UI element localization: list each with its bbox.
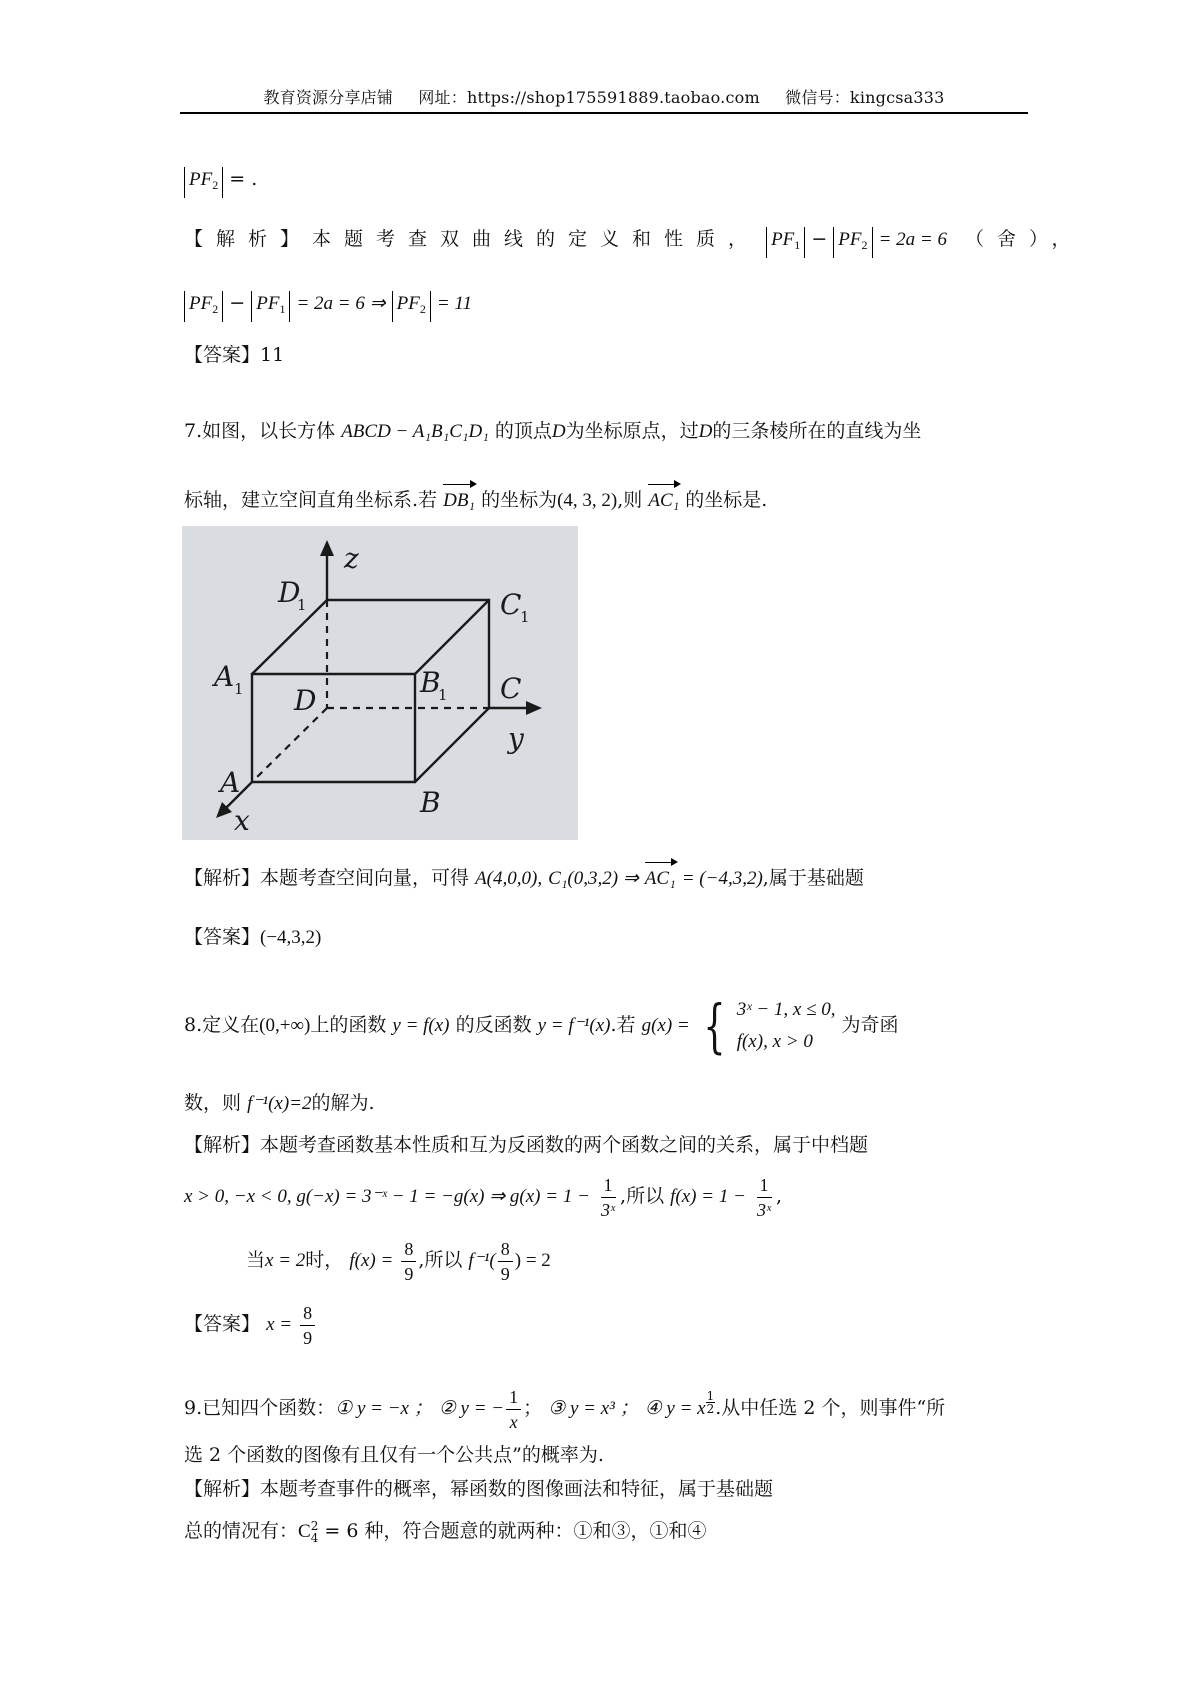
abs-pf2: $PF_2$ bbox=[184, 291, 223, 322]
q8-stem-b: 上的函数 bbox=[310, 1014, 387, 1036]
q7-solid-name: ABCD − A₁B₁C₁D₁ bbox=[341, 421, 489, 442]
q9-f2a: ② y = − bbox=[438, 1398, 505, 1419]
q7-analysis-tag: 【解析】 bbox=[184, 867, 261, 889]
q9-frac-1x bbox=[506, 1385, 521, 1434]
q6-analysis-line1: 【解析】本题考查双曲线的定义和性质， $PF_1 - PF_2 = 2a = 6$ （舍）， bbox=[184, 224, 1084, 258]
q9-analysis bbox=[184, 1474, 773, 1504]
abs-pf2: $PF_2$ bbox=[833, 227, 872, 258]
q7-point-a: A(4,0,0), bbox=[475, 868, 543, 889]
q8-stem-a: 定义在 bbox=[202, 1014, 260, 1036]
q9-stem-line1 bbox=[184, 1380, 945, 1437]
q7-answer bbox=[184, 922, 321, 953]
q9-f4: ④ y = x bbox=[644, 1398, 706, 1419]
q6-tail-period: = . bbox=[229, 168, 258, 190]
q8-number: 8. bbox=[184, 1014, 203, 1036]
q8-case2: f(x), x > 0 bbox=[736, 1031, 813, 1052]
sub-c1: 1 bbox=[520, 608, 530, 626]
q6-eq1-rhs: = 2a = 6 bbox=[878, 229, 947, 250]
edge-d-a-hidden bbox=[252, 708, 327, 782]
q7-vertex-2: D bbox=[698, 421, 713, 442]
q7-stem-part4: 的三条棱所在的直线为坐 bbox=[712, 420, 922, 442]
q9-stem-b: .从中任选 2 个，则事件“所 bbox=[715, 1397, 946, 1419]
q9-total bbox=[184, 1516, 706, 1547]
label-z: z bbox=[344, 542, 359, 575]
q6-analysis-tag: 【解析】 bbox=[184, 228, 313, 250]
frac-num: 1 bbox=[757, 1173, 772, 1198]
q7-number: 7. bbox=[184, 420, 203, 442]
q9-total-b: = 6 种，符合题意的就两种：①和③，①和④ bbox=[324, 1520, 707, 1542]
q7-vertex: D bbox=[551, 421, 566, 442]
q9-analysis-text: 本题考查事件的概率，幂函数的图像画法和特征，属于基础题 bbox=[260, 1478, 774, 1500]
frac-num: 8 bbox=[498, 1237, 513, 1262]
q9-number: 9. bbox=[184, 1397, 203, 1419]
comb-sub: 4 bbox=[310, 1531, 319, 1545]
cuboid-diagram bbox=[182, 526, 578, 840]
q8-analysis-text: 本题考查函数基本性质和互为反函数的两个函数之间的关系，属于中档题 bbox=[260, 1134, 869, 1156]
q8-derive-a: x > 0, −x < 0, g(−x) = 3⁻ˣ − 1 = −g(x) ⇒ g(x) = 1 − bbox=[184, 1186, 590, 1207]
q8-frac-1 bbox=[598, 1173, 618, 1222]
q8-f-inv: y = f⁻¹(x) bbox=[537, 1015, 611, 1036]
q8-when-a: 当 bbox=[246, 1249, 266, 1271]
q8-frac-2 bbox=[754, 1173, 774, 1222]
q8-case1: 3ˣ − 1, x ≤ 0, bbox=[736, 999, 836, 1020]
q6-tail bbox=[184, 164, 257, 198]
frac-num: 8 bbox=[300, 1301, 315, 1326]
page-header bbox=[180, 86, 1028, 114]
q9-f3: ③ y = x³ ； bbox=[548, 1398, 639, 1419]
q8-stem-line1 bbox=[184, 990, 899, 1061]
q8-analysis bbox=[184, 1130, 868, 1160]
q7-analysis bbox=[184, 862, 864, 894]
q8-derive-c: f(x) = 1 − bbox=[670, 1186, 746, 1207]
header-wechat: 微信号：kingcsa333 bbox=[785, 88, 945, 107]
label-b1: B bbox=[420, 666, 441, 699]
vector-ac1: AC₁ bbox=[648, 484, 679, 516]
sub-a1: 1 bbox=[234, 680, 244, 698]
exp-num: 1 bbox=[706, 1389, 715, 1403]
q8-derive-b: ,所以 bbox=[620, 1185, 665, 1207]
q6-answer-value: 11 bbox=[260, 344, 285, 366]
sub-b1: 1 bbox=[438, 686, 448, 704]
frac-num: 1 bbox=[506, 1385, 521, 1410]
q8-frac-89b bbox=[498, 1237, 513, 1286]
frac-den: 3ˣ bbox=[600, 1199, 616, 1220]
q9-analysis-tag: 【解析】 bbox=[184, 1478, 261, 1500]
q8-analysis-tag: 【解析】 bbox=[184, 1134, 261, 1156]
q8-stem-line2-a: 数，则 bbox=[184, 1092, 242, 1114]
q7-answer-value: (−4,3,2) bbox=[260, 927, 322, 948]
q9-f4-exponent bbox=[706, 1390, 716, 1415]
q7-answer-tag: 【答案】 bbox=[184, 926, 261, 948]
q8-g-def: g(x) = bbox=[641, 1015, 690, 1036]
label-a: A bbox=[220, 766, 241, 799]
q8-stem-line2 bbox=[184, 1088, 375, 1119]
exp-den: 2 bbox=[706, 1402, 715, 1416]
q7-analysis-tail: ,属于基础题 bbox=[762, 867, 864, 889]
abs-pf2: $PF_2$ bbox=[184, 167, 223, 198]
header-shop: 教育资源分享店铺 bbox=[263, 88, 394, 107]
q8-stem-line2-b: 的解为. bbox=[311, 1092, 375, 1114]
q8-when-x: x = 2 bbox=[265, 1250, 306, 1271]
q8-equation: f⁻¹(x)=2 bbox=[247, 1093, 312, 1114]
q8-when-end: ) = 2 bbox=[514, 1250, 551, 1271]
q9-comb: C bbox=[298, 1521, 311, 1542]
abs-pf2: $PF_2$ bbox=[392, 291, 431, 322]
q7-stem-line2 bbox=[184, 484, 767, 516]
q8-when-f: f(x) = bbox=[349, 1250, 394, 1271]
q8-when-b: 时， bbox=[305, 1249, 344, 1271]
q8-stem-e: 为奇函 bbox=[841, 1014, 899, 1036]
vector-ac1-result: AC₁ bbox=[645, 862, 676, 894]
q7-stem-line2-c: ,则 bbox=[617, 489, 643, 511]
q7-vec1-coords: (4, 3, 2) bbox=[557, 490, 618, 511]
q6-eq2-result: = 11 bbox=[436, 293, 473, 314]
q7-stem-part2: 的顶点 bbox=[494, 420, 552, 442]
q8-piecewise bbox=[696, 994, 836, 1058]
frac-num: 1 bbox=[601, 1173, 616, 1198]
edge-a1-d1 bbox=[252, 600, 327, 674]
comb-sup: 2 bbox=[310, 1519, 319, 1533]
q6-eq2-rhs: = 2a = 6 ⇒ bbox=[296, 293, 386, 314]
header-site: 网址：https://shop175591889.taobao.com bbox=[418, 88, 760, 107]
abs-pf1: $PF_1$ bbox=[251, 291, 290, 322]
label-d1: D bbox=[278, 576, 301, 609]
abs-pf1: $PF_1$ bbox=[766, 227, 805, 258]
label-c: C bbox=[500, 672, 522, 705]
label-d: D bbox=[294, 684, 317, 717]
q7-stem-part3: 为坐标原点，过 bbox=[565, 420, 699, 442]
label-b: B bbox=[420, 786, 441, 819]
q8-answer-lhs: x = bbox=[266, 1314, 293, 1335]
q8-when-c: ,所以 bbox=[418, 1249, 463, 1271]
frac-den: 3ˣ bbox=[756, 1199, 772, 1220]
q8-stem-d: .若 bbox=[610, 1014, 636, 1036]
q8-when bbox=[246, 1232, 551, 1289]
q9-stem-a: 已知四个函数： bbox=[202, 1397, 336, 1419]
z-arrow-icon bbox=[320, 540, 334, 556]
frac-num: 8 bbox=[401, 1237, 416, 1262]
q9-stem-line2-text: 选 2 个函数的图像有且仅有一个公共点”的概率为. bbox=[184, 1444, 604, 1466]
q9-f1: ① y = −x ； bbox=[335, 1398, 433, 1419]
y-arrow-icon bbox=[526, 701, 542, 715]
q8-derivation bbox=[184, 1168, 782, 1225]
label-a1: A bbox=[214, 660, 235, 693]
q8-answer-tag: 【答案】 bbox=[184, 1313, 261, 1335]
q8-when-finv: f⁻¹( bbox=[468, 1250, 496, 1271]
q8-f-def: y = f(x) bbox=[392, 1015, 450, 1036]
edge-b1-c1 bbox=[415, 600, 489, 674]
q9-stem-line2 bbox=[184, 1440, 604, 1470]
q6-answer bbox=[184, 340, 284, 370]
q6-analysis-line2: $PF_2 - PF_1 = 2a = 6$ ⇒ $PF_2 = 11$ bbox=[184, 288, 472, 322]
label-x: x bbox=[234, 804, 250, 837]
q6-answer-tag: 【答案】 bbox=[184, 344, 261, 366]
q9-comb-indices bbox=[311, 1520, 319, 1544]
label-y: y bbox=[508, 722, 524, 755]
q9-f2b: ； bbox=[523, 1397, 543, 1419]
frac-den: 9 bbox=[404, 1263, 414, 1284]
frac-den: 9 bbox=[303, 1327, 313, 1348]
q8-domain: (0,+∞) bbox=[259, 1015, 311, 1036]
frac-den: 9 bbox=[500, 1263, 510, 1284]
vector-db1: DB₁ bbox=[443, 484, 475, 516]
q7-analysis-text: 本题考查空间向量，可得 bbox=[260, 867, 470, 889]
q8-answer-frac bbox=[300, 1301, 315, 1350]
q8-stem-c: 的反函数 bbox=[455, 1014, 532, 1036]
brace-icon: { bbox=[703, 992, 726, 1060]
q8-derive-end: , bbox=[776, 1185, 783, 1207]
q8-frac-89 bbox=[401, 1237, 416, 1286]
q7-stem-line2-a: 标轴，建立空间直角坐标系.若 bbox=[184, 489, 438, 511]
q7-point-c1: C₁(0,3,2) ⇒ bbox=[548, 868, 639, 889]
sub-d1: 1 bbox=[297, 596, 307, 614]
q7-stem-line2-d: 的坐标是. bbox=[685, 489, 768, 511]
label-c1: C bbox=[500, 588, 522, 621]
cuboid-figure bbox=[182, 526, 578, 840]
q7-stem-part1: 如图，以长方体 bbox=[202, 420, 336, 442]
q7-stem-line2-b: 的坐标为 bbox=[481, 489, 558, 511]
frac-den: x bbox=[509, 1411, 518, 1432]
q8-answer bbox=[184, 1296, 317, 1353]
q9-total-a: 总的情况有： bbox=[184, 1520, 299, 1542]
q7-stem-line1 bbox=[184, 416, 921, 447]
q6-analysis-text: 本题考查双曲线的定义和性质， bbox=[312, 228, 761, 250]
q6-eq1-note: （舍）， bbox=[965, 228, 1084, 250]
q7-vec-result: = (−4,3,2) bbox=[681, 868, 763, 889]
edge-b-c bbox=[415, 708, 489, 782]
